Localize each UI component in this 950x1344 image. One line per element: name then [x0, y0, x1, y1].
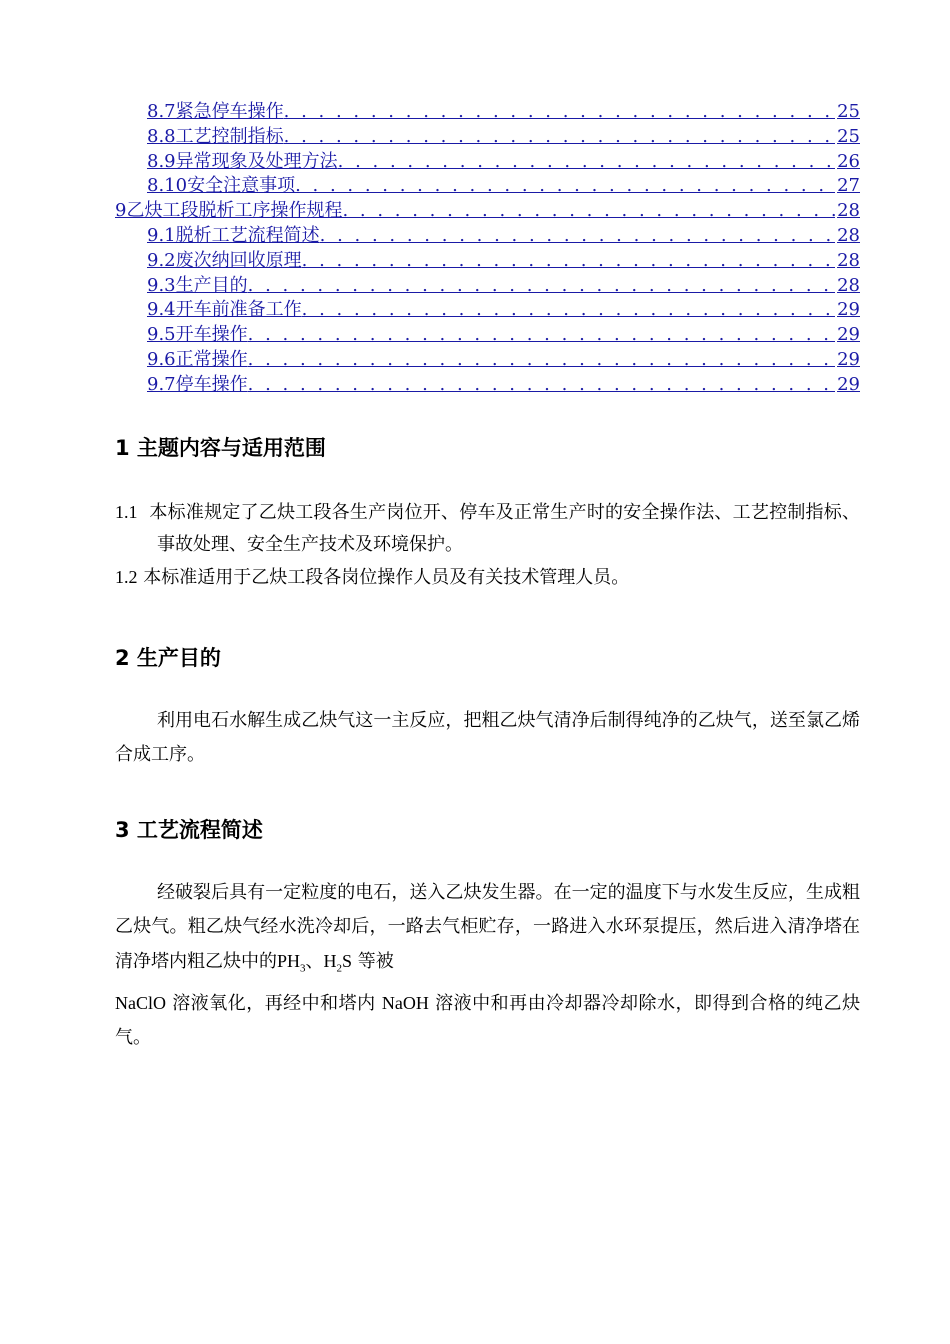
section-3-heading: 3 工艺流程简述 [115, 818, 263, 842]
section-2-heading: 2 生产目的 [115, 646, 221, 670]
body-text: 溶液中和再由冷却器冷却除水，即得到合格的纯乙炔气。 [115, 992, 860, 1048]
toc-entry-title: 9.5开车操作 [147, 324, 248, 346]
section-1-heading: 1 主题内容与适用范围 [115, 436, 326, 460]
toc-page-number: 28 [837, 249, 860, 271]
chemical-formula: NaOH [381, 992, 429, 1013]
body-text: 、 [305, 951, 324, 972]
toc-dot-leader [248, 323, 835, 348]
toc-entry[interactable] [115, 348, 860, 373]
toc-entry-title: 9.1脱析工艺流程简述 [147, 224, 320, 246]
chemical-formula: $PH_3$ [277, 951, 306, 975]
clause-text: 本标准适用于乙炔工段各岗位操作人员及有关技术管理人员。 [143, 567, 630, 588]
section-3-body [115, 876, 860, 1055]
toc-page-number: 29 [837, 324, 860, 346]
toc-entry-title: 8.8工艺控制指标 [147, 125, 284, 147]
toc-page-number: 26 [837, 150, 860, 172]
toc-entry[interactable] [115, 199, 860, 224]
toc-entry-title: 9.4开车前准备工作 [147, 299, 302, 321]
toc-entry[interactable] [115, 323, 860, 348]
toc-page-number: 29 [837, 299, 860, 321]
clause-1-1 [115, 496, 860, 561]
toc-dot-leader [342, 199, 835, 224]
toc-entry-title: 8.9异常现象及处理方法 [147, 150, 338, 172]
toc-entry-title: 9乙炔工段脱析工序操作规程 [115, 200, 343, 222]
toc-dot-leader [248, 274, 835, 299]
toc-dot-leader [302, 249, 835, 274]
toc-entry-title: 9.7停车操作 [147, 373, 248, 395]
toc-dot-leader [284, 125, 835, 150]
section-1-body [115, 496, 860, 594]
chemical-formula: $H_2S$ [323, 951, 353, 975]
toc-dot-leader [248, 373, 835, 398]
toc-entry[interactable] [115, 224, 860, 249]
toc-page-number: 27 [837, 175, 860, 197]
toc-page-number: 25 [837, 101, 860, 122]
toc-entry[interactable] [115, 150, 860, 175]
toc-dot-leader [284, 100, 835, 125]
toc-dot-leader [248, 348, 835, 373]
clause-number: 1.2 [115, 567, 138, 587]
toc-entry-title: 8.10安全注意事项 [147, 175, 296, 197]
clause-number: 1.1 [115, 502, 138, 522]
toc-entry-title: 8.7紧急停车操作 [147, 101, 284, 122]
toc-page-number: 28 [837, 274, 860, 296]
toc-page-number: 29 [837, 348, 860, 370]
toc-dot-leader [302, 298, 835, 323]
toc-entry[interactable] [115, 174, 860, 199]
toc-page-number: 28 [837, 224, 860, 246]
toc-entry[interactable] [115, 274, 860, 299]
toc-entry[interactable] [115, 100, 860, 125]
body-text: 经破裂后具有一定粒度的电石，送入乙炔发生器。在一定的温度下与水发生反应，生成粗乙炔气。粗乙炔气经水洗冷却后，一路去气柜贮存，一路进入水环泵提压，然后进入清净塔在清净塔内粗乙炔中的 [115, 882, 860, 972]
toc-page-number: 25 [837, 125, 860, 147]
body-text: 溶液氧化，再经中和塔内 [172, 992, 376, 1014]
body-text: 等被 [357, 951, 394, 972]
toc-page-number: 29 [837, 373, 860, 395]
chemical-formula: NaClO [115, 992, 166, 1013]
section-2-body: 利用电石水解生成乙炔气这一主反应，把粗乙炔气清净后制得纯净的乙炔气，送至氯乙烯合成工序。 [115, 710, 860, 765]
toc-dot-leader [338, 150, 835, 175]
toc-page-number: 28 [837, 200, 860, 222]
clause-1-2 [115, 561, 860, 594]
toc-entry[interactable] [115, 298, 860, 323]
clause-text: 本标准规定了乙炔工段各生产岗位开、停车及正常生产时的安全操作法、工艺控制指标、事故处理、安全生产技术及环境保护。 [149, 502, 860, 555]
toc-entry[interactable] [115, 249, 860, 274]
toc-entry-title: 9.6正常操作 [147, 348, 248, 370]
toc-dot-leader [295, 174, 835, 199]
toc-entry[interactable] [115, 373, 860, 398]
toc-entry-title: 9.3生产目的 [147, 274, 248, 296]
toc-entry[interactable] [115, 125, 860, 150]
table-of-contents [115, 100, 860, 398]
toc-entry-title: 9.2废次纳回收原理 [147, 249, 302, 271]
toc-dot-leader [320, 224, 835, 249]
